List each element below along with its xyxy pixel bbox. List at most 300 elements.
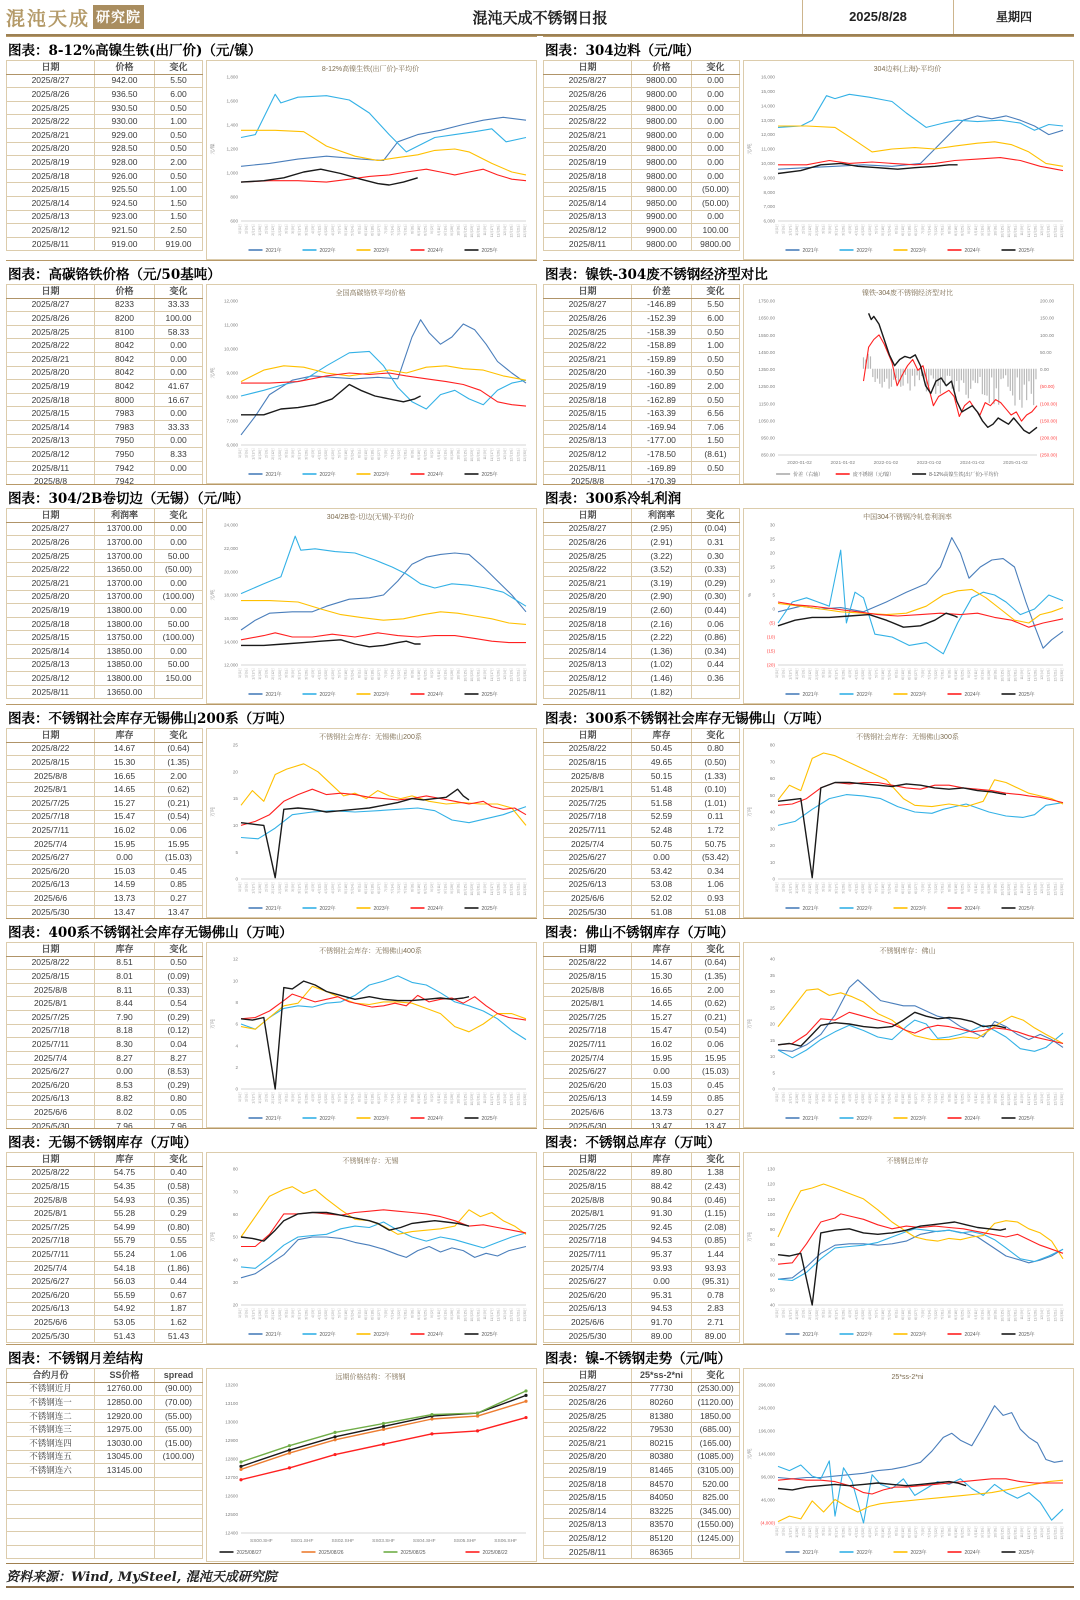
x-tick-label: 10月31日	[476, 882, 481, 896]
chart-series-line	[778, 538, 1063, 649]
table-cell: 14.65	[95, 783, 155, 797]
table-cell: 0.50	[692, 352, 740, 366]
x-tick-label: 5月24日	[887, 882, 892, 894]
table-cell: 2025/7/18	[7, 1024, 95, 1038]
table-row	[544, 837, 740, 851]
column-header: 库存	[95, 729, 155, 743]
y-tick-label: 10	[232, 978, 238, 984]
table-cell: 56.03	[95, 1275, 155, 1289]
report-date: 2025/8/28	[802, 0, 953, 34]
column-header: 利润率	[95, 509, 155, 523]
table-cell: 2025/8/21	[544, 128, 632, 142]
y-tick-label: 96,000	[760, 1474, 775, 1480]
table-row	[544, 393, 740, 407]
x-tick-label: 11月17日	[489, 668, 494, 682]
table-cell: 13650.00	[95, 563, 155, 577]
table-cell: 13700.00	[95, 549, 155, 563]
chart-panel	[743, 508, 1074, 704]
y-tick-label: 1,600	[226, 98, 238, 104]
x-tick-label: 1月17日	[788, 668, 793, 680]
table-cell: 925.50	[95, 183, 155, 197]
y-tick-label: 8,000	[226, 394, 238, 400]
table-cell: -159.89	[632, 352, 692, 366]
table-row	[7, 434, 203, 448]
x-tick-label: 6月10日	[900, 882, 905, 894]
section-body	[543, 1368, 1074, 1562]
table-cell: 1850.00	[692, 1409, 740, 1423]
x-tick-label: 1月26日	[794, 1092, 799, 1104]
x-tick-label: 7月5日	[920, 224, 925, 234]
table-row	[544, 1038, 740, 1052]
table-header-row	[7, 943, 203, 957]
data-table	[543, 60, 740, 251]
x-tick-label: 2月3日	[264, 668, 269, 678]
table-cell: 52.48	[632, 824, 692, 838]
x-tick-label: 12月4日	[503, 1308, 508, 1320]
x-tick-label: 9月11日	[973, 882, 978, 894]
legend-label: 2024年	[427, 906, 444, 912]
x-tick-label: 2月20日	[277, 1092, 282, 1104]
table-cell: 91.70	[632, 1316, 692, 1330]
legend-label: 2022年	[319, 472, 336, 478]
table-cell: 2025/8/22	[7, 339, 95, 353]
y-tick-label: 50	[769, 1287, 775, 1293]
table-cell	[155, 1504, 203, 1518]
y-tick-label: 10,000	[760, 161, 775, 166]
table-cell: 8.44	[95, 997, 155, 1011]
chart-panel	[206, 508, 537, 704]
y-axis-label: 万吨	[748, 807, 753, 817]
table-cell: (0.62)	[155, 783, 203, 797]
section-title: 图表：400系不锈钢社会库存无锡佛山（万吨）	[8, 925, 293, 941]
chart-canvas	[744, 729, 1071, 915]
table-cell: 1.50	[155, 210, 203, 224]
diff-bar	[937, 369, 938, 386]
x-tick-label: 5月24日	[887, 1526, 892, 1538]
x-tick-label: 11月17日	[489, 1092, 494, 1106]
table-cell: (1.82)	[632, 685, 692, 699]
x-tick-label: 10月6日	[993, 882, 998, 894]
x-tick-label: 6月27日	[377, 448, 382, 460]
diff-bar	[886, 369, 887, 379]
table-cell: 13750.00	[95, 631, 155, 645]
x-tick-label: 5月16日	[881, 882, 886, 894]
x-tick-label: 1月1日	[238, 1092, 242, 1102]
table-cell: 2025/8/12	[7, 448, 95, 462]
x-tick-label: 8月16日	[416, 882, 421, 894]
chart-title: 8-12%高镍生铁(出厂价)-平均价	[321, 66, 420, 73]
x-tick-label: 1月9日	[781, 1092, 786, 1102]
section-body	[6, 60, 537, 260]
table-row	[7, 1396, 203, 1410]
x-tick-label: 9月28日	[450, 224, 455, 236]
table-cell: (0.09)	[155, 970, 203, 984]
x-tick-label: 2月12日	[271, 668, 276, 680]
x-tick-label: 4月12日	[854, 224, 859, 236]
table-row	[544, 742, 740, 756]
chart-title: 304边料(上海)-平均价	[873, 66, 942, 73]
legend-label: 2022年	[319, 906, 336, 912]
y-tick-label: 10	[769, 859, 775, 865]
column-header: 价格	[95, 61, 155, 75]
y-tick-label: 1,800	[226, 74, 238, 80]
table-row	[7, 576, 203, 590]
table-row	[544, 101, 740, 115]
table-cell: 0.00	[692, 210, 740, 224]
table-row	[544, 1275, 740, 1289]
x-tick-label: 9月19日	[443, 882, 448, 894]
table-row	[544, 142, 740, 156]
x-tick-label: 8月25日	[423, 1308, 428, 1320]
diff-bar	[877, 369, 878, 379]
table-cell: 7942	[95, 475, 155, 484]
table-cell: 0.54	[155, 997, 203, 1011]
table-cell: 2025/6/27	[7, 1275, 95, 1289]
x-tick-label: 9月28日	[987, 1092, 992, 1104]
x-tick-label: 10月31日	[476, 224, 481, 238]
table-cell: 2025/8/1	[7, 1207, 95, 1221]
x-tick-label: 4月3日	[310, 1308, 315, 1318]
x-tick-label: 5月24日	[350, 668, 355, 680]
chart-panel	[743, 728, 1074, 918]
table-cell: 12975.00	[95, 1423, 155, 1437]
x-tick-label: 11月26日	[1033, 224, 1038, 238]
x-tick-label: 12月13日	[1046, 668, 1051, 682]
y-tick-label: 12900	[225, 1438, 238, 1444]
chart-series-line	[778, 1482, 966, 1490]
x-tick-label: 11月9日	[1020, 882, 1025, 894]
table-row	[544, 576, 740, 590]
table-cell: 2025/7/4	[544, 1051, 632, 1065]
table-row	[544, 590, 740, 604]
table-row	[544, 810, 740, 824]
table-cell: 不锈钢连六	[7, 1464, 95, 1478]
x-tick-label: 6月18日	[907, 224, 912, 236]
table-cell: 2025/8/25	[7, 101, 95, 115]
table-cell: 53.05	[95, 1316, 155, 1330]
table-row	[544, 339, 740, 353]
table-cell: 2025/8/18	[544, 169, 632, 183]
column-header: 日期	[7, 61, 95, 75]
table-row	[7, 1261, 203, 1275]
table-cell: (1.36)	[632, 644, 692, 658]
x-tick-label: 7月22日	[397, 668, 402, 680]
x-tick-label: 4月20日	[861, 1526, 866, 1538]
table-cell: 2025/8/15	[7, 631, 95, 645]
table-row	[544, 522, 740, 536]
y-tick-label: 80	[769, 1242, 775, 1248]
y-tick-label: 9,000	[226, 370, 238, 376]
table-cell: 2025/7/4	[544, 837, 632, 851]
y-tick-label: 2	[235, 1064, 238, 1070]
table-cell: 13700.00	[95, 536, 155, 550]
x-tick-label: 4月29日	[330, 1308, 335, 1320]
x-tick-label: 9月19日	[980, 668, 985, 680]
diff-bar	[1026, 369, 1027, 400]
x-tick-label: 6月1日	[357, 668, 362, 678]
x-tick-label: 2月3日	[801, 1308, 806, 1318]
diff-bar	[1012, 369, 1013, 396]
x-tick-label: 7月22日	[934, 882, 939, 894]
table-cell: 928.50	[95, 142, 155, 156]
x-tick-label: 12月30日	[523, 1092, 527, 1106]
report-section-9	[6, 918, 537, 1128]
chart-title: 不锈钢社会库存：无锡佛山200系	[319, 734, 422, 741]
table-cell: 2025/6/27	[7, 851, 95, 865]
table-cell: 16.02	[632, 1038, 692, 1052]
chart-series-marker	[382, 1422, 385, 1425]
x-tick-label: 3月9日	[828, 668, 833, 678]
table-row	[7, 237, 203, 251]
chart-panel	[206, 284, 537, 484]
table-row	[544, 851, 740, 865]
x-tick-label: 6月10日	[363, 1308, 368, 1320]
x-tick-label: 11月26日	[496, 224, 501, 238]
table-cell: 2025/8/15	[544, 1180, 632, 1194]
section-body	[6, 942, 537, 1128]
legend-label: 2025年	[481, 472, 498, 478]
table-cell: 2025/8/26	[544, 312, 632, 326]
table-cell: 2025/8/22	[7, 563, 95, 577]
table-row	[7, 380, 203, 394]
y-tick-label: 20	[769, 550, 775, 556]
table-cell: 不锈钢连五	[7, 1450, 95, 1464]
table-cell: 13650.00	[95, 685, 155, 699]
table-cell: (2.60)	[632, 604, 692, 618]
table-cell: 2025/8/18	[544, 617, 632, 631]
y-tick-label: 5	[235, 849, 238, 855]
table-cell: 2025/8/12	[544, 448, 632, 462]
table-cell: (1550.00)	[692, 1518, 740, 1532]
chart-panel	[743, 1368, 1074, 1562]
x-tick-label: 8月8日	[947, 1526, 952, 1536]
x-tick-label: 7月14日	[390, 668, 395, 680]
y-tick-label: 7,000	[226, 418, 238, 424]
table-cell: 6.00	[692, 312, 740, 326]
table-cell: 0.50	[155, 142, 203, 156]
table-cell: (8.53)	[155, 1065, 203, 1079]
y-axis-label: 元/吨	[211, 367, 216, 379]
y-tick-label: 12,000	[223, 298, 238, 304]
x-tick-label: 3月17日	[834, 1526, 839, 1538]
table-cell: 2025/8/27	[7, 74, 95, 88]
table-cell: 2025/8/26	[7, 536, 95, 550]
table-cell: 50.45	[632, 742, 692, 756]
data-table	[543, 1368, 740, 1559]
x-tick-label: 6月18日	[370, 882, 375, 894]
table-cell: 2025/8/8	[7, 1193, 95, 1207]
table-cell: (3.52)	[632, 563, 692, 577]
diff-bar	[863, 357, 864, 368]
section-title: 图表：300系冷轧利润	[545, 491, 682, 507]
x-tick-label: 1月26日	[257, 1092, 262, 1104]
y-tick-label: 12,000	[760, 132, 775, 138]
legend-label: 2021年	[802, 1550, 819, 1556]
table-cell: 14.67	[632, 956, 692, 970]
table-row	[544, 1051, 740, 1065]
table-cell: 13.47	[95, 905, 155, 918]
table-cell: 1.72	[692, 824, 740, 838]
x-tick-label: 9月28日	[987, 1526, 992, 1538]
x-tick-label: 11月9日	[1020, 1526, 1025, 1538]
x-tick-label: 10月23日	[469, 1308, 474, 1322]
table-cell: 0.00	[155, 604, 203, 618]
table-cell: (100.00)	[155, 631, 203, 645]
x-tick-label: 1月9日	[781, 224, 786, 234]
table-cell: (0.21)	[155, 796, 203, 810]
x-tick-label: 12月21日	[516, 1092, 521, 1106]
diff-bar	[919, 369, 920, 380]
diff-bar	[896, 369, 897, 378]
table-row	[544, 1207, 740, 1221]
x-tick-label: 5月16日	[344, 448, 349, 460]
table-cell	[692, 475, 740, 484]
chart-series-marker	[430, 1432, 433, 1435]
x-tick-label: 3月1日	[284, 882, 289, 892]
table-cell: 2025/8/18	[7, 393, 95, 407]
y-tick-label-right: 150.00	[1040, 315, 1055, 321]
x-tick-label: 6月27日	[377, 1308, 382, 1320]
x-tick-label: 2月12日	[271, 224, 276, 236]
table-cell: 2025/8/14	[544, 644, 632, 658]
y-tick-label: 246,000	[758, 1405, 775, 1411]
x-tick-label: 4月20日	[861, 1092, 866, 1104]
x-tick-label: 8月16日	[953, 668, 958, 680]
table-cell: 1.38	[692, 1166, 740, 1180]
report-section-14	[543, 1344, 1074, 1562]
x-tick-label: 2023-01-02	[916, 461, 942, 466]
x-tick-label: 8月25日	[960, 224, 965, 236]
diff-bar	[891, 369, 892, 387]
table-row	[544, 658, 740, 672]
chart-series-line	[241, 351, 526, 409]
x-tick-label: 4月29日	[867, 882, 872, 894]
x-tick-label: 1月17日	[251, 448, 256, 460]
table-cell: 0.00	[155, 536, 203, 550]
table-cell: 80380	[632, 1450, 692, 1464]
x-tick-label: 4月20日	[324, 448, 329, 460]
x-tick-label: 5月7日	[874, 1526, 879, 1536]
legend-label: 2021年	[265, 248, 282, 254]
y-tick-label-right: 200.00	[1040, 298, 1055, 304]
table-cell: 2025/6/6	[544, 1106, 632, 1120]
y-tick-label: 40	[769, 956, 775, 962]
x-tick-label: 3月9日	[291, 668, 296, 678]
table-cell: (53.42)	[692, 851, 740, 865]
table-cell: 0.50	[692, 366, 740, 380]
x-tick-label: 11月9日	[483, 1308, 488, 1320]
x-tick-label: 6月27日	[914, 1526, 919, 1538]
legend-label: 2021年	[265, 692, 282, 698]
x-tick-label: 4月12日	[854, 1526, 859, 1538]
table-row	[7, 88, 203, 102]
table-cell: (0.44)	[692, 604, 740, 618]
table-cell: 0.45	[155, 864, 203, 878]
x-tick-label: 6月18日	[370, 224, 375, 236]
y-tick-label: 16,000	[760, 74, 775, 80]
table-row	[544, 756, 740, 770]
x-tick-label: 3月9日	[291, 448, 296, 458]
y-axis-label: 元/吨	[748, 1448, 753, 1460]
chart-series-line	[778, 795, 1063, 826]
x-tick-label: SS04.SHF	[412, 1539, 436, 1544]
table-cell: 16.67	[155, 393, 203, 407]
section-title: 图表：304边料（元/吨）	[545, 43, 700, 59]
diff-bar	[968, 369, 969, 399]
table-row	[7, 672, 203, 686]
table-cell: 89.00	[632, 1329, 692, 1343]
table-cell: 2025/5/30	[544, 1119, 632, 1128]
table-cell: 2025/8/19	[7, 380, 95, 394]
y-tick-label: 850.00	[760, 452, 775, 458]
x-tick-label: 1月9日	[244, 1092, 249, 1102]
logo-main-text: 混沌天成	[6, 7, 91, 30]
x-tick-label: 4月12日	[317, 224, 322, 236]
table-cell: 2025/8/12	[544, 672, 632, 686]
y-tick-label: 0	[772, 606, 775, 612]
x-tick-label: 2月12日	[808, 1526, 813, 1538]
x-tick-label: 9月11日	[436, 1308, 441, 1320]
table-row	[544, 1119, 740, 1128]
table-cell: 1.62	[155, 1316, 203, 1330]
x-tick-label: 12月13日	[1046, 1308, 1051, 1322]
y-tick-label: 14,000	[223, 639, 238, 645]
x-tick-label: 8月16日	[953, 1308, 958, 1320]
table-cell: 2025/7/11	[544, 1038, 632, 1052]
x-tick-label: 6月27日	[914, 1092, 919, 1104]
table-row	[544, 1288, 740, 1302]
table-cell	[7, 1545, 95, 1559]
x-tick-label: 5月16日	[881, 668, 886, 680]
table-cell: -146.89	[632, 298, 692, 312]
x-tick-label: 11月17日	[1026, 1092, 1031, 1106]
table-cell: 8042	[95, 339, 155, 353]
x-tick-label: 7月22日	[397, 1092, 402, 1104]
table-cell: (3.22)	[632, 549, 692, 563]
legend-label: 2024年	[964, 692, 981, 698]
x-tick-label: 10月6日	[456, 448, 461, 460]
table-cell: 2025/6/6	[7, 1316, 95, 1330]
y-tick-label-right: (250.00)	[1040, 452, 1058, 458]
table-cell: 2025/7/25	[544, 796, 632, 810]
column-header: 日期	[544, 1369, 632, 1383]
table-cell: (70.00)	[155, 1396, 203, 1410]
x-tick-label: 3月1日	[821, 668, 826, 678]
table-row	[544, 983, 740, 997]
report-section-11	[6, 1128, 537, 1344]
legend-label: 2023年	[910, 1332, 927, 1338]
table-cell: 51.58	[632, 796, 692, 810]
y-tick-label: 600	[230, 218, 238, 224]
chart-series-marker	[239, 1465, 242, 1468]
legend-label: 2025/08/27	[236, 1550, 262, 1556]
table-cell: (0.04)	[692, 522, 740, 536]
x-tick-label: 11月17日	[1026, 1526, 1031, 1540]
legend-label: 2022年	[856, 692, 873, 698]
table-row	[7, 1234, 203, 1248]
report-section-10	[543, 918, 1074, 1128]
chart-panel	[206, 60, 537, 260]
table-cell: 0.78	[692, 1288, 740, 1302]
table-cell: 9800.00	[632, 115, 692, 129]
x-tick-label: SS06.SHF	[494, 1539, 517, 1544]
x-tick-label: 10月6日	[456, 882, 461, 894]
table-row	[7, 156, 203, 170]
x-tick-label: 9月2日	[967, 224, 972, 234]
table-cell: 13030.00	[95, 1436, 155, 1450]
diff-bar	[1033, 369, 1034, 405]
x-tick-label: 7月31日	[940, 224, 945, 236]
